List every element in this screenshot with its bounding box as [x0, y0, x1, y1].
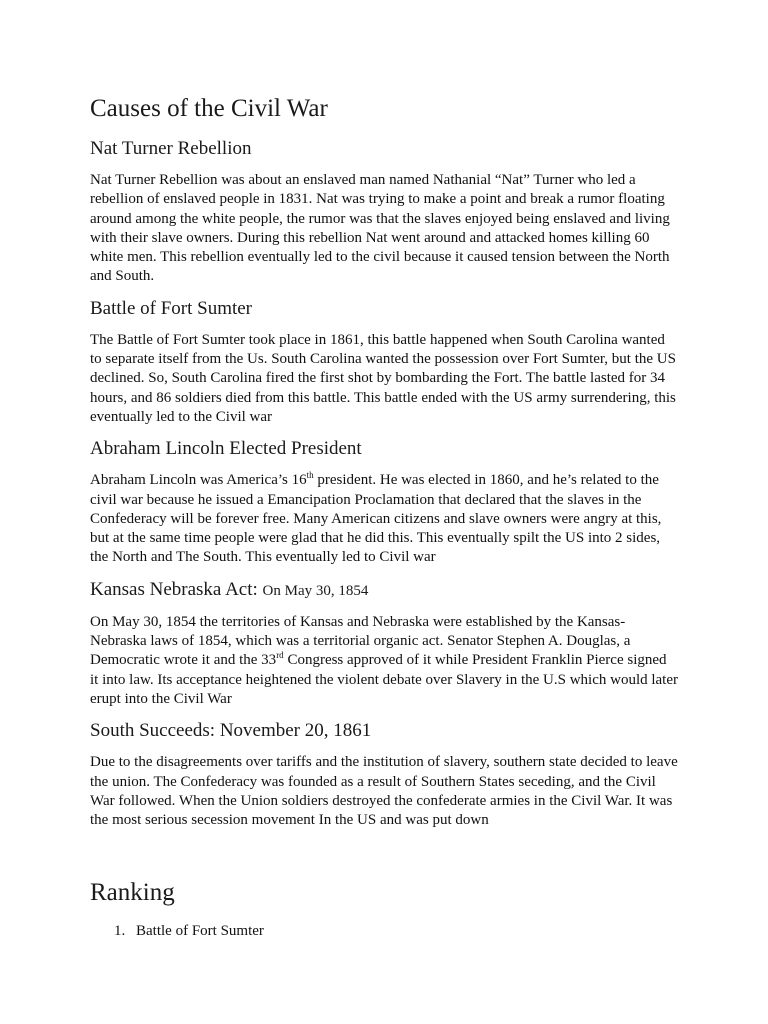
superscript-th: th — [306, 470, 314, 481]
paragraph-south-secedes: Due to the disagreements over tariffs and the institution of slavery, southern state decided to leave the union. The Confederacy was founded as a result of Southern States seceding, and the Civil War followed. When the Union soldiers destroyed the confederate armies in the Civil War. It was the most serious secession movement In the US and was put down — [90, 754, 678, 829]
document-content — [90, 92, 678, 941]
ranking-item-text: Battle of Fort Sumter — [136, 923, 264, 940]
ranking-item — [90, 922, 678, 941]
paragraph-lincoln-part-2: president. He was elected in 1860, and he’s related to the civil war because he issued a Emancipation Proclamation that declared that the slaves in the Confederacy will be forever free. Many American citizens and slave owners were angry at this, but at the same time people were glad that he did this. This eventually spilt the US into 2 sides, the North and The South. This eventually led to Civil war — [90, 472, 662, 566]
document-title: Causes of the Civil War — [90, 95, 328, 122]
paragraph-kansas-part-2: Congress approved of it while President Franklin Pierce signed it into law. Its acceptance heightened the violent debate over Slavery in the U.S which would later erupt into the Civil War — [90, 652, 679, 707]
ranking-title: Ranking — [90, 879, 175, 907]
ranking-list — [90, 922, 678, 941]
paragraph-lincoln — [90, 471, 678, 567]
paragraph-nat-turner: Nat Turner Rebellion was about an enslaved man named Nathanial “Nat” Turner who led a rebellion of enslaved people in 1831. Nat was trying to make a point and break a rumor floating around among the white people, the rumor was that the slaves enjoyed being enslaved and living with their slave owners. During this rebellion Nat went around and attacked homes killing 60 white men. This rebellion eventually led to the civil because it caused tension between the North and South. — [90, 172, 670, 285]
heading-kansas-nebraska-main: Kansas Nebraska Act: — [90, 578, 258, 600]
heading-nat-turner: Nat Turner Rebellion — [90, 138, 252, 159]
paragraph-kansas-nebraska — [90, 613, 678, 709]
paragraph-kansas-part-1: On May 30, 1854 the territories of Kansas and Nebraska were established by the Kansas-Nebraska laws of 1854, which was a territorial organic act. Senator Stephen A. Douglas, a Democratic wrote it and the 33 — [90, 613, 631, 669]
paragraph-lincoln-part-1: Abraham Lincoln was America’s 16 — [90, 472, 307, 489]
superscript-rd: rd — [276, 650, 284, 661]
ranking-item-number: 1. — [114, 923, 126, 940]
heading-lincoln: Abraham Lincoln Elected President — [90, 438, 362, 460]
heading-kansas-nebraska-date: On May 30, 1854 — [262, 582, 369, 599]
heading-south-secedes: South Succeeds: November 20, 1861 — [90, 720, 372, 742]
heading-kansas-nebraska — [90, 577, 678, 604]
paragraph-fort-sumter: The Battle of Fort Sumter took place in 1861, this battle happened when South Carolina wanted to separate itself from the Us. South Carolina wanted the possession over Fort Sumter, but the US declined. So, South Carolina fired the first shot by bombarding the Fort. The battle lasted for 34 hours, and 86 soldiers died from this battle. This battle ended with the US army surrendering, this eventually led to the Civil war — [90, 331, 676, 425]
heading-fort-sumter: Battle of Fort Sumter — [90, 297, 253, 319]
